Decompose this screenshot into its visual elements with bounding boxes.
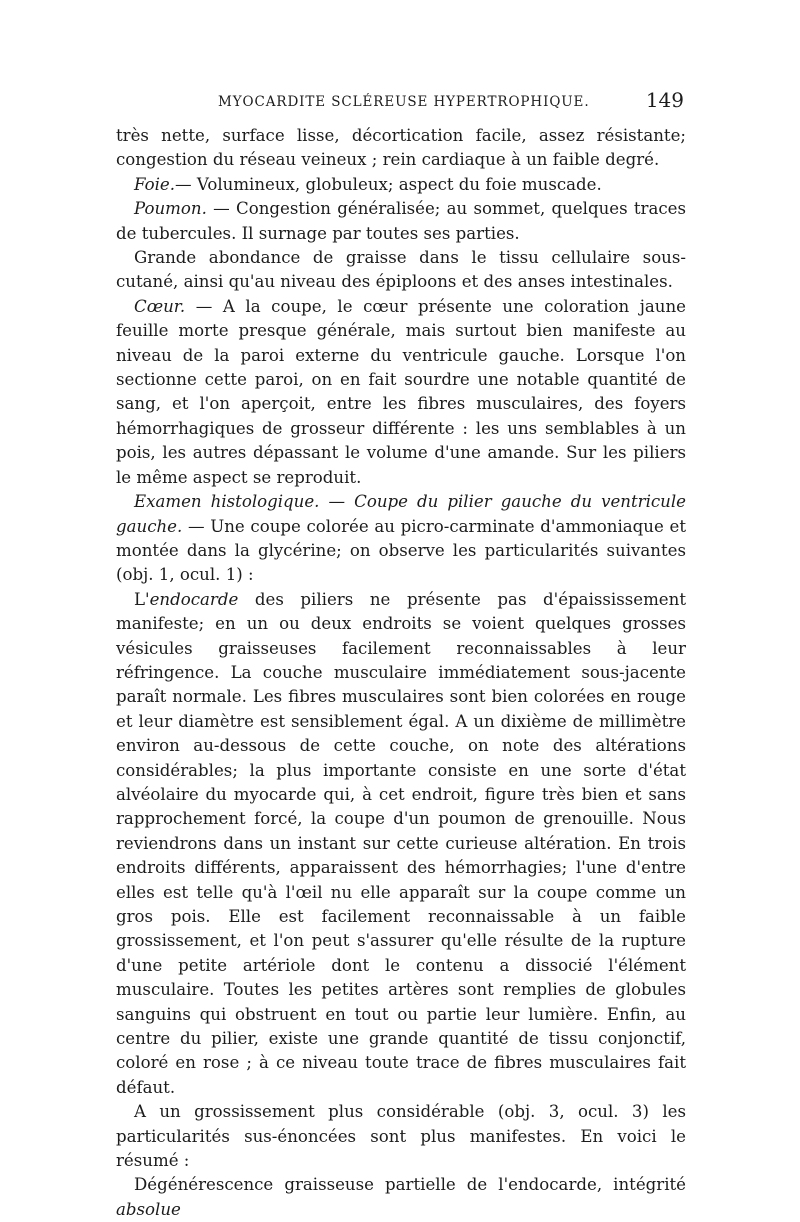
section-label-coeur: Cœur. — [134, 296, 186, 316]
section-sublabel-coupe: — Coupe du pilier gauche du ventricule gauche. — [116, 492, 686, 536]
running-title: MYOCARDITE SCLÉREUSE HYPERTROPHIQUE. — [218, 94, 590, 110]
book-page — [116, 88, 686, 1222]
term-endocarde: endocarde — [149, 589, 239, 609]
section-label-poumon: Poumon. — [134, 199, 207, 219]
section-label-foie: Foie. — [134, 174, 175, 194]
paragraph-fat: Grande abondance de graisse dans le tissu cellulaire sous-cutané, ainsi qu'au niveau des épiploons et des anses intestinales. — [116, 248, 686, 292]
running-head — [116, 88, 686, 116]
paragraph-endocarde: L'endocarde des piliers ne présente pas d'épaississement manifeste; en un ou deux endroits se voient quelques grosses vésicules graisseuses facilement reconnaissables à leur réfringence. La couche musculaire immédiatement sous-jacente paraît normale. Les fibres musculaires sont bien colorées en rouge et leur diamètre est sensiblement égal. A un dixième de millimètre environ au-dessous de cette couche, on note des altérations considérables; la plus importante consiste en une sorte d'état alvéolaire du myocarde qui, à cet endroit, figure très bien et sans rapprochement forcé, la coupe d'un poumon de grenouille. Nous reviendrons dans un instant sur cette curieuse altération. En trois endroits différents, apparaissent des hémorrhagies; l'une d'entre elles est telle qu'à l'œil nu elle apparaît sur la coupe comme un gros pois. Elle est facilement reconnaissable à un faible grossissement, et l'on peut s'assurer qu'elle résulte de la rupture d'une petite artériole dont le contenu a dissocié l'élément musculaire. Toutes les petites artères sont remplies de globules sanguins qui obstruent en tout ou partie leur lumière. Enfin, au centre du pilier, existe une grande quantité de tissu conjonctif, coloré en rose ; à ce niveau toute trace de fibres musculaires fait défaut. — [116, 589, 686, 1097]
section-label-examen: Examen histologique. — [134, 492, 320, 512]
paragraph-summary: Dégénérescence graisseuse partielle de l'endocarde, intégrité absolue — [116, 1175, 686, 1219]
paragraph-histology: Examen histologique. — Coupe du pilier gauche du ventricule gauche. — Une coupe colorée au picro-carminate d'ammoniaque et montée dans la glycérine; on observe les particularités suivantes (obj. 1, ocul. 1) : — [116, 492, 686, 585]
page-number: 149 — [645, 88, 684, 112]
paragraph-magnification: A un grossissement plus considérable (obj. 3, ocul. 3) les particularités sus-énoncées sont plus manifestes. En voici le résumé : — [116, 1102, 686, 1171]
term-absolue: absolue — [116, 1199, 181, 1219]
paragraph-lung: Poumon. — Congestion généralisée; au sommet, quelques traces de tubercules. Il surnage par toutes ses parties. — [116, 199, 686, 243]
paragraph-kidney-continuation: très nette, surface lisse, décortication facile, assez résistante; congestion du réseau veineux ; rein cardiaque à un faible degré. — [116, 126, 686, 170]
paragraph-heart: Cœur. — A la coupe, le cœur présente une coloration jaune feuille morte presque générale, mais surtout bien manifeste au niveau de la paroi externe du ventricule gauche. Lorsque l'on sectionne cette paroi, on en fait sourdre une notable quantité de sang, et l'on aperçoit, entre les fibres musculaires, des foyers hémorrhagiques de grosseur différente : les uns semblables à un pois, les autres dépassant le volume d'une amande. Sur les piliers le même aspect se reproduit. — [116, 296, 686, 487]
body-text — [116, 124, 686, 1222]
paragraph-liver: Foie.— Volumineux, globuleux; aspect du foie muscade. — [134, 174, 602, 194]
